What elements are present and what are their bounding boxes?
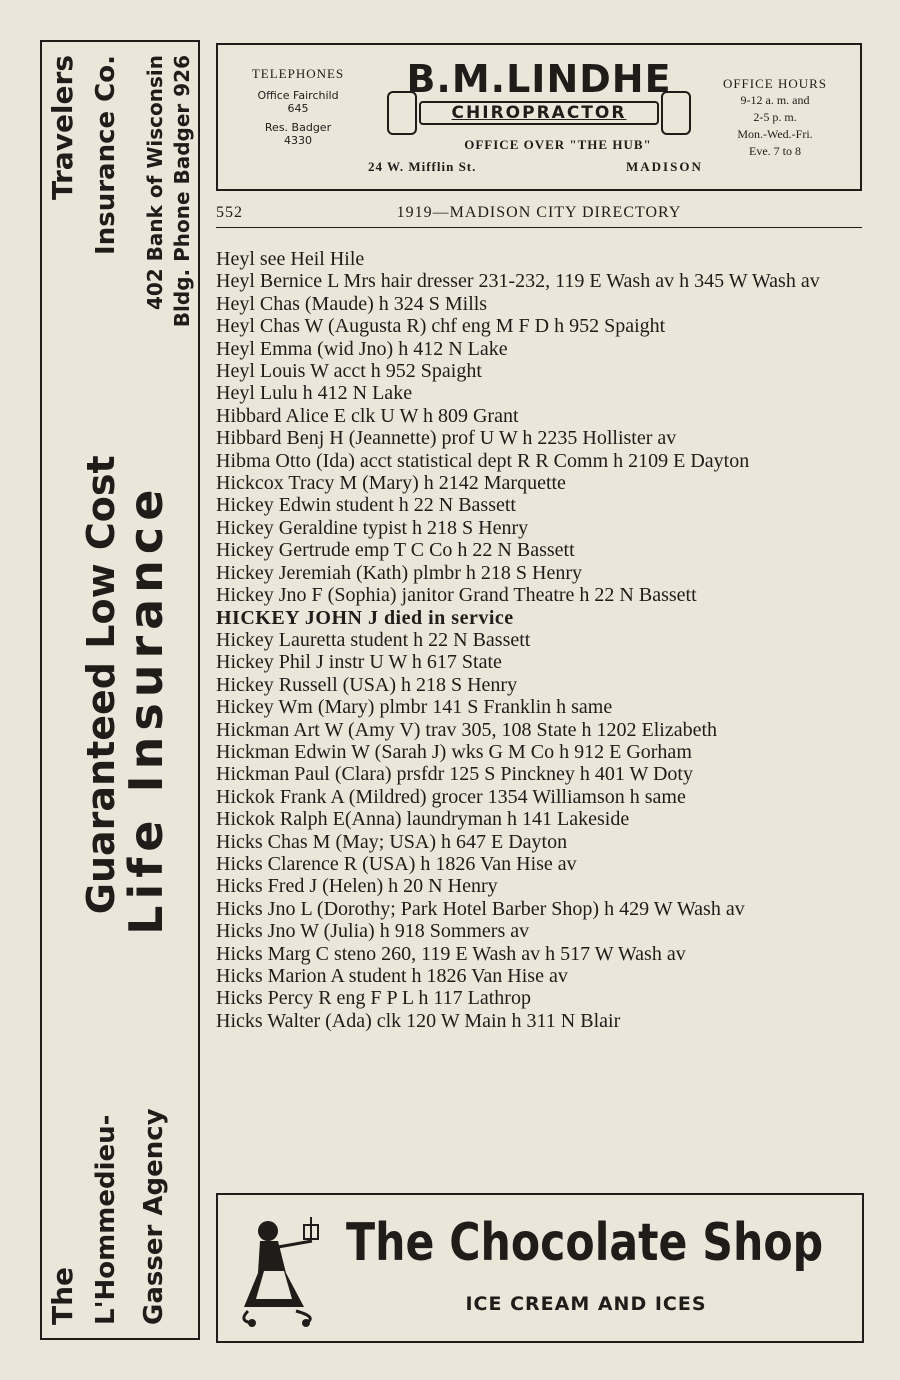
- telephones-block: [238, 67, 358, 153]
- office-phone-label: Office Fairchild: [257, 89, 339, 102]
- res-phone-number: 4330: [284, 134, 312, 147]
- directory-entry: Heyl Louis W acct h 952 Spaight: [216, 360, 482, 383]
- brand-block: [396, 59, 682, 125]
- office-phone: [238, 89, 358, 115]
- directory-entry: Heyl Chas (Maude) h 324 S Mills: [216, 292, 488, 315]
- directory-entry: Hibbard Benj H (Jeannette) prof U W h 2235 Hollister av: [216, 427, 677, 450]
- bottom-chocolate-shop-ad: [216, 1193, 864, 1343]
- brand-name: B.M.LINDHE: [406, 57, 672, 101]
- directory-entry: Hickman Art W (Amy V) trav 305, 108 State h 1202 Elizabeth: [216, 718, 718, 741]
- left-ad-life-insurance: Life Insurance: [119, 483, 173, 935]
- directory-entry: Hickey Russell (USA) h 218 S Henry: [216, 673, 518, 696]
- directory-entry: Hickok Frank A (Mildred) grocer 1354 Williamson h same: [216, 785, 686, 808]
- directory-listings: [216, 248, 864, 1032]
- directory-entry: Heyl Emma (wid Jno) h 412 N Lake: [216, 337, 508, 360]
- directory-entry: Hicks Clarence R (USA) h 1826 Van Hise av: [216, 852, 577, 875]
- directory-entry: Hicks Marion A student h 1826 Van Hise av: [216, 965, 568, 987]
- directory-entry: Hicks Marg C steno 260, 119 E Wash av h 517 W Wash av: [216, 942, 686, 965]
- directory-entry: Hickey Gertrude emp T C Co h 22 N Bassett: [216, 539, 575, 562]
- page-title: 1919—MADISON CITY DIRECTORY: [396, 204, 682, 221]
- directory-entry: Hickey Edwin student h 22 N Bassett: [216, 494, 516, 517]
- brand-title-scroll: CHIROPRACTOR: [419, 101, 659, 125]
- left-ad-address: 402 Bank of Wisconsin: [143, 55, 167, 311]
- left-ad-travelers: Travelers: [46, 55, 79, 201]
- office-city: MADISON: [626, 159, 703, 174]
- hours-line-2: 2-5 p. m.: [753, 110, 797, 124]
- left-ad-rotated-text: [45, 45, 195, 1335]
- res-phone-label: Res. Badger: [264, 121, 332, 134]
- directory-entry: Hibma Otto (Ida) acct statistical dept R R Comm h 2109 E Dayton: [216, 449, 750, 472]
- directory-entry: Heyl see Heil Hile: [216, 248, 365, 270]
- directory-entry: Hicks Jno L (Dorothy; Park Hotel Barber Shop) h 429 W Wash av: [216, 897, 745, 920]
- directory-entry: Hicks Walter (Ada) clk 120 W Main h 311 N Blair: [216, 1009, 621, 1032]
- waitress-figure-icon: [234, 1211, 330, 1329]
- directory-entry: Heyl Lulu h 412 N Lake: [216, 382, 413, 405]
- hours-line-4: Eve. 7 to 8: [749, 144, 801, 158]
- telephones-header: TELEPHONES: [251, 66, 345, 81]
- office-address: 24 W. Mifflin St.: [368, 159, 477, 174]
- office-phone-number: 645: [287, 102, 309, 115]
- directory-entry: Hicks Jno W (Julia) h 918 Sommers av: [216, 920, 530, 943]
- running-header: [216, 204, 862, 228]
- left-ad-phone: Bldg. Phone Badger 926: [170, 55, 194, 328]
- top-chiropractor-ad: [216, 43, 862, 191]
- office-location: OFFICE OVER "THE HUB": [464, 137, 652, 152]
- chocolate-shop-subtitle: ICE CREAM AND ICES: [465, 1293, 707, 1315]
- directory-entry: Hickey Jno F (Sophia) janitor Grand Theatre h 22 N Bassett: [216, 584, 697, 607]
- hours-line-1: 9-12 a. m. and: [740, 93, 810, 107]
- directory-entry: Hickey Lauretta student h 22 N Bassett: [216, 628, 531, 651]
- directory-entry: Hickey Jeremiah (Kath) plmbr h 218 S Henry: [216, 561, 583, 584]
- directory-entry: Hicks Fred J (Helen) h 20 N Henry: [216, 875, 498, 898]
- office-hours-block: [710, 75, 840, 160]
- chocolate-shop-title: The Chocolate Shop: [346, 1213, 824, 1273]
- page-number: 552: [216, 204, 243, 221]
- directory-entry: Heyl Chas W (Augusta R) chf eng M F D h 952 Spaight: [216, 315, 666, 338]
- left-ad-insurance-co: Insurance Co.: [91, 55, 121, 255]
- directory-entry: Hicks Chas M (May; USA) h 647 E Dayton: [216, 830, 568, 853]
- directory-entry: Hickman Edwin W (Sarah J) wks G M Co h 912 E Gorham: [216, 740, 692, 763]
- directory-entry: Hickey Phil J instr U W h 617 State: [216, 651, 502, 674]
- directory-entry: Hickey Geraldine typist h 218 S Henry: [216, 516, 529, 539]
- office-hours-header: OFFICE HOURS: [722, 76, 828, 91]
- directory-entry: Heyl Bernice L Mrs hair dresser 231-232, 119 E Wash av h 345 W Wash av: [216, 270, 820, 293]
- directory-entry: Hibbard Alice E clk U W h 809 Grant: [216, 404, 519, 427]
- hours-line-3: Mon.-Wed.-Fri.: [737, 127, 813, 141]
- directory-entry: Hickey Wm (Mary) plmbr 141 S Franklin h same: [216, 696, 613, 719]
- directory-entry: Hickcox Tracy M (Mary) h 2142 Marquette: [216, 472, 566, 495]
- left-ad-gasser-agency: Gasser Agency: [139, 1108, 169, 1325]
- left-ad-the: The: [46, 1266, 79, 1325]
- res-phone: [238, 121, 358, 147]
- directory-entry: Hickman Paul (Clara) prsfdr 125 S Pinckney h 401 W Doty: [216, 763, 693, 786]
- left-ad-guaranteed: Guaranteed Low Cost: [79, 455, 123, 915]
- directory-entry: Hickok Ralph E(Anna) laundryman h 141 Lakeside: [216, 808, 630, 831]
- directory-entry: Hicks Percy R eng F P L h 117 Lathrop: [216, 987, 531, 1010]
- left-insurance-ad: [40, 40, 200, 1340]
- directory-entry: HICKEY JOHN J died in service: [216, 606, 514, 629]
- left-ad-agency-name: L'Hommedieu-: [91, 1114, 121, 1325]
